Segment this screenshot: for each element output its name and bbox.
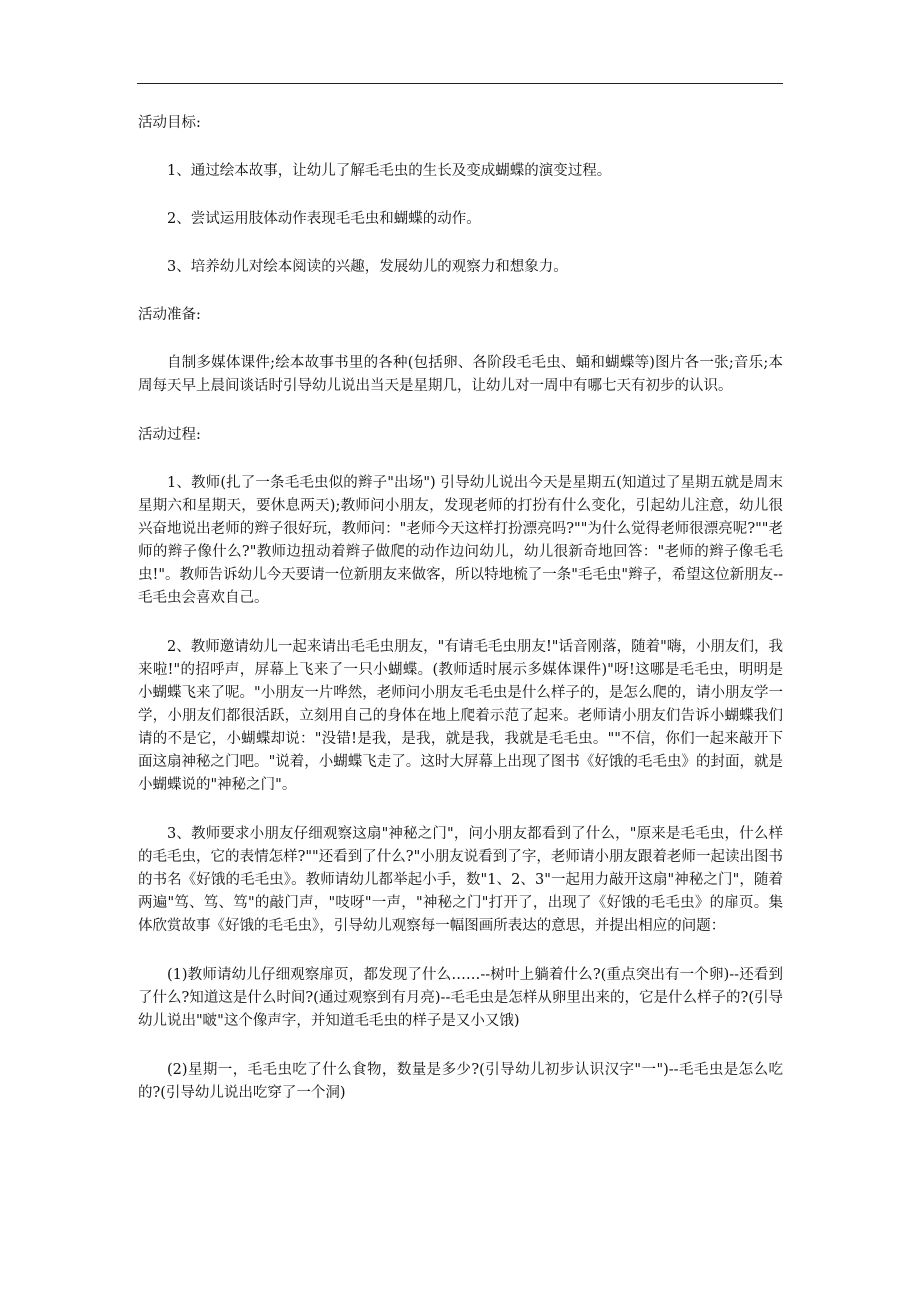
process-paragraph-4: (1)教师请幼儿仔细观察扉页，都发现了什么……--树叶上躺着什么?(重点突出有一个卵)--还看到了什么?知道这是什么时间?(通过观察到有月亮)--毛毛虫是怎样从卵里出来的，它是什么样子的?(引导幼儿说出"啵"这个像声字，并知道毛毛虫的样子是又小又饿) (138, 967, 783, 1029)
header-rule (137, 83, 783, 84)
goal-item-3: 3、培养幼儿对绘本阅读的兴趣，发展幼儿的观察力和想象力。 (167, 259, 568, 275)
process-paragraph-3: 3、教师要求小朋友仔细观察这扇"神秘之门"，问小朋友都看到了什么，"原来是毛毛虫，什么样的毛毛虫，它的表情怎样?""还看到了什么?"小朋友说看到了字，老师请小朋友跟着老师一起读出图书的书名《好饿的毛毛虫》。教师请幼儿都举起小手，数"1、2、3"一起用力敲开这扇"神秘之门"，随着两遍"笃、笃、笃"的敲门声，"吱呀"一声，"神秘之门"打开了，出现了《好饿的毛毛虫》的扉页。集体欣赏故事《好饿的毛毛虫》，引导幼儿观察每一幅图画所表达的意思，并提出相应的问题： (138, 826, 783, 934)
process-paragraph-2: 2、教师邀请幼儿一起来请出毛毛虫朋友，"有请毛毛虫朋友!"话音刚落，随着"嗨，小朋友们，我来啦!"的招呼声，屏幕上飞来了一只小蝴蝶。(教师适时展示多媒体课件)"呀!这哪是毛毛虫，明明是小蝴蝶飞来了呢。"小朋友一片哗然，老师问小朋友毛毛虫是什么样子的，是怎么爬的，请小朋友学一学，小朋友们都很活跃，立刻用自己的身体在地上爬着示范了起来。老师请小朋友们告诉小蝴蝶我们请的不是它，小蝴蝶却说："没错!是我，是我，就是我，我就是毛毛虫。""不信，你们一起来敲开下面这扇神秘之门吧。"说着，小蝴蝶飞走了。这时大屏幕上出现了图书《好饿的毛毛虫》的封面，就是小蝴蝶说的"神秘之门"。 (138, 639, 783, 793)
goal-item-2: 2、尝试运用肢体动作表现毛毛虫和蝴蝶的动作。 (167, 211, 481, 227)
process-heading: 活动过程: (138, 427, 201, 443)
document-body (138, 112, 783, 1131)
goals-heading: 活动目标: (138, 115, 201, 131)
prep-heading: 活动准备: (138, 307, 201, 323)
process-paragraph-5: (2)星期一，毛毛虫吃了什么食物，数量是多少?(引导幼儿初步认识汉字"一")--毛毛虫是怎么吃的?(引导幼儿说出吃穿了一个洞) (138, 1062, 783, 1101)
goal-item-1: 1、通过绘本故事，让幼儿了解毛毛虫的生长及变成蝴蝶的演变过程。 (167, 163, 612, 179)
process-paragraph-1: 1、教师(扎了一条毛毛虫似的辫子"出场") 引导幼儿说出今天是星期五(知道过了星期五就是周末星期六和星期天，要休息两天);教师问小朋友，发现老师的打扮有什么变化，引起幼儿注意，幼儿很兴奋地说出老师的辫子很好玩，教师问："老师今天这样打扮漂亮吗?""为什么觉得老师很漂亮呢?""老师的辫子像什么?"教师边扭动着辫子做爬的动作边问幼儿，幼儿很新奇地回答："老师的辫子像毛毛虫!"。教师告诉幼儿今天要请一位新朋友来做客，所以特地梳了一条"毛毛虫"辫子，希望这位新朋友--毛毛虫会喜欢自己。 (138, 475, 783, 606)
prep-paragraph: 自制多媒体课件;绘本故事书里的各种(包括卵、各阶段毛毛虫、蛹和蝴蝶等)图片各一张;音乐;本周每天早上晨间谈话时引导幼儿说出当天是星期几，让幼儿对一周中有哪七天有初步的认识。 (138, 355, 783, 394)
